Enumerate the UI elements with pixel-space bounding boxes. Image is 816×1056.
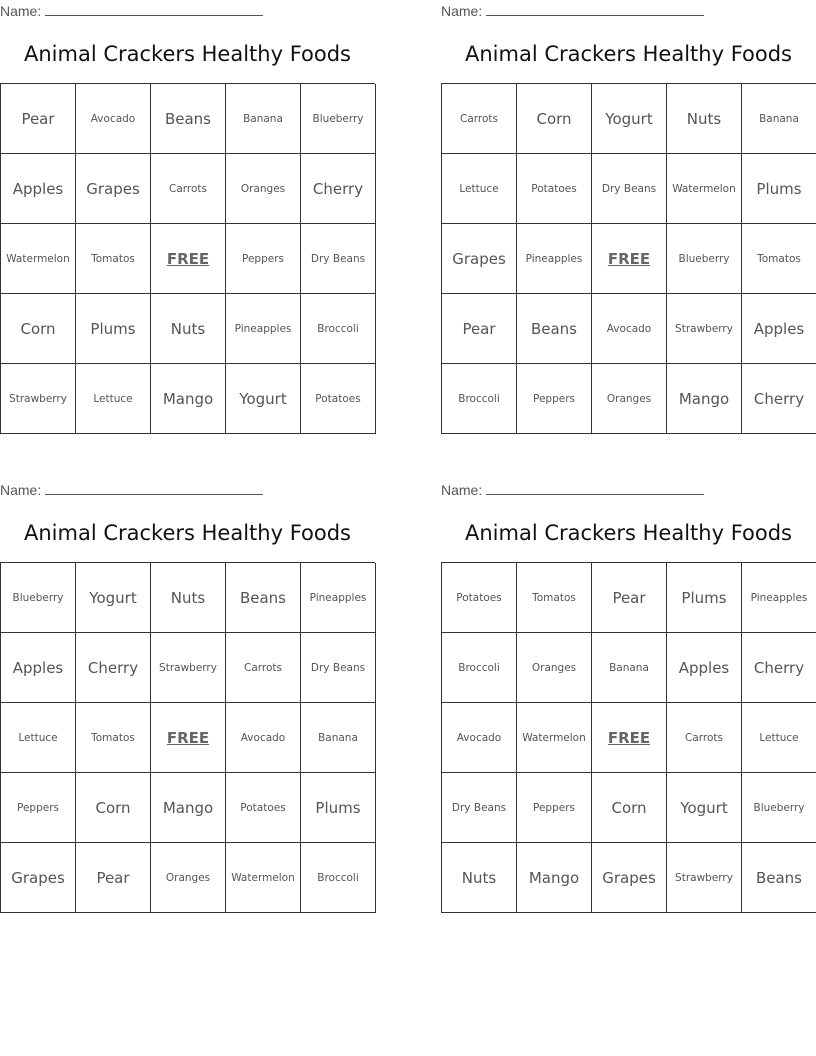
bingo-cell[interactable]: Pineapples (517, 224, 592, 294)
bingo-cell[interactable]: Carrots (667, 703, 742, 773)
bingo-cell[interactable]: Peppers (226, 224, 301, 294)
bingo-cell[interactable]: Avocado (592, 294, 667, 364)
bingo-cell[interactable]: Pear (592, 563, 667, 633)
bingo-cell[interactable]: Yogurt (226, 364, 301, 434)
name-line (441, 2, 704, 20)
bingo-cell[interactable]: Yogurt (76, 563, 151, 633)
bingo-cell[interactable]: Mango (151, 773, 226, 843)
bingo-cell[interactable]: Strawberry (1, 364, 76, 434)
bingo-cell[interactable]: Beans (226, 563, 301, 633)
bingo-cell[interactable]: Nuts (151, 563, 226, 633)
free-space-cell[interactable]: FREE (151, 224, 226, 294)
bingo-cell[interactable]: Broccoli (301, 843, 376, 913)
bingo-cell[interactable]: Nuts (442, 843, 517, 913)
bingo-cell[interactable]: Oranges (151, 843, 226, 913)
bingo-cell[interactable]: Lettuce (76, 364, 151, 434)
bingo-cell[interactable]: Dry Beans (442, 773, 517, 843)
bingo-cell[interactable]: Tomatos (517, 563, 592, 633)
bingo-cell[interactable]: Mango (517, 843, 592, 913)
name-label: Name: (441, 482, 483, 498)
bingo-cell[interactable]: Banana (301, 703, 376, 773)
bingo-cell[interactable]: Watermelon (1, 224, 76, 294)
bingo-grid (0, 562, 375, 913)
bingo-cell[interactable]: Grapes (442, 224, 517, 294)
name-blank-field[interactable] (486, 2, 704, 16)
card-title: Animal Crackers Healthy Foods (24, 42, 351, 66)
bingo-cell[interactable]: Watermelon (226, 843, 301, 913)
bingo-cell[interactable]: Pineapples (301, 563, 376, 633)
bingo-cell[interactable]: Nuts (151, 294, 226, 364)
bingo-cell[interactable]: Strawberry (667, 843, 742, 913)
bingo-cell[interactable]: Plums (742, 154, 816, 224)
bingo-cell[interactable]: Apples (1, 633, 76, 703)
bingo-cell[interactable]: Broccoli (442, 364, 517, 434)
bingo-cell[interactable]: Peppers (517, 364, 592, 434)
name-blank-field[interactable] (45, 2, 263, 16)
bingo-cell[interactable]: Plums (76, 294, 151, 364)
name-blank-field[interactable] (486, 481, 704, 495)
bingo-cell[interactable]: Watermelon (667, 154, 742, 224)
bingo-cell[interactable]: Blueberry (667, 224, 742, 294)
bingo-cell[interactable]: Tomatos (742, 224, 816, 294)
bingo-grid (441, 562, 816, 913)
bingo-cell[interactable]: Banana (592, 633, 667, 703)
bingo-cell[interactable]: Oranges (517, 633, 592, 703)
bingo-cell[interactable]: Carrots (442, 84, 517, 154)
bingo-cell[interactable]: Avocado (76, 84, 151, 154)
bingo-cell[interactable]: Apples (1, 154, 76, 224)
bingo-cell[interactable]: Potatoes (517, 154, 592, 224)
bingo-cell[interactable]: Strawberry (667, 294, 742, 364)
free-space-cell[interactable]: FREE (592, 703, 667, 773)
name-line (441, 481, 704, 499)
bingo-cell[interactable]: Banana (226, 84, 301, 154)
card-title: Animal Crackers Healthy Foods (465, 42, 792, 66)
bingo-cell[interactable]: Peppers (517, 773, 592, 843)
name-label: Name: (0, 3, 42, 19)
bingo-cell[interactable]: Corn (517, 84, 592, 154)
bingo-cell[interactable]: Grapes (76, 154, 151, 224)
bingo-cell[interactable]: Dry Beans (301, 224, 376, 294)
bingo-cell[interactable]: Nuts (667, 84, 742, 154)
name-line (0, 481, 263, 499)
name-label: Name: (441, 3, 483, 19)
bingo-cell[interactable]: Pear (1, 84, 76, 154)
bingo-cell[interactable]: Corn (1, 294, 76, 364)
bingo-cell[interactable]: Blueberry (742, 773, 816, 843)
bingo-cell[interactable]: Yogurt (667, 773, 742, 843)
bingo-cell[interactable]: Broccoli (442, 633, 517, 703)
bingo-grid (0, 83, 375, 434)
bingo-cell[interactable]: Yogurt (592, 84, 667, 154)
bingo-cell[interactable]: Potatoes (442, 563, 517, 633)
bingo-cell[interactable]: Oranges (592, 364, 667, 434)
bingo-cell[interactable]: Dry Beans (301, 633, 376, 703)
bingo-cell[interactable]: Pineapples (742, 563, 816, 633)
bingo-cell[interactable]: Carrots (151, 154, 226, 224)
free-space-cell[interactable]: FREE (592, 224, 667, 294)
bingo-cell[interactable]: Avocado (226, 703, 301, 773)
bingo-cell[interactable]: Potatoes (226, 773, 301, 843)
bingo-cell[interactable]: Beans (517, 294, 592, 364)
bingo-cell[interactable]: Apples (667, 633, 742, 703)
bingo-cell[interactable]: Peppers (1, 773, 76, 843)
bingo-cell[interactable]: Apples (742, 294, 816, 364)
bingo-cell[interactable]: Pear (442, 294, 517, 364)
bingo-cell[interactable]: Watermelon (517, 703, 592, 773)
bingo-cell[interactable]: Avocado (442, 703, 517, 773)
bingo-cell[interactable]: Cherry (742, 364, 816, 434)
bingo-cell[interactable]: Tomatos (76, 703, 151, 773)
name-blank-field[interactable] (45, 481, 263, 495)
bingo-cell[interactable]: Plums (301, 773, 376, 843)
bingo-cell[interactable]: Potatoes (301, 364, 376, 434)
bingo-cell[interactable]: Grapes (592, 843, 667, 913)
free-space-cell[interactable]: FREE (151, 703, 226, 773)
bingo-cell[interactable]: Carrots (226, 633, 301, 703)
bingo-cell[interactable]: Blueberry (1, 563, 76, 633)
bingo-cell[interactable]: Lettuce (442, 154, 517, 224)
bingo-cell[interactable]: Banana (742, 84, 816, 154)
bingo-cell[interactable]: Tomatos (76, 224, 151, 294)
card-title: Animal Crackers Healthy Foods (24, 521, 351, 545)
bingo-cell[interactable]: Corn (76, 773, 151, 843)
bingo-cell[interactable]: Beans (742, 843, 816, 913)
bingo-cell[interactable]: Cherry (742, 633, 816, 703)
bingo-cell[interactable]: Grapes (1, 843, 76, 913)
bingo-cell[interactable]: Plums (667, 563, 742, 633)
name-line (0, 2, 263, 20)
bingo-cell[interactable]: Oranges (226, 154, 301, 224)
bingo-cell[interactable]: Dry Beans (592, 154, 667, 224)
bingo-cell[interactable]: Cherry (301, 154, 376, 224)
bingo-cell[interactable]: Corn (592, 773, 667, 843)
bingo-cell[interactable]: Cherry (76, 633, 151, 703)
bingo-cell[interactable]: Broccoli (301, 294, 376, 364)
bingo-cell[interactable]: Lettuce (742, 703, 816, 773)
card-title: Animal Crackers Healthy Foods (465, 521, 792, 545)
bingo-cell[interactable]: Pineapples (226, 294, 301, 364)
bingo-cell[interactable]: Lettuce (1, 703, 76, 773)
bingo-cell[interactable]: Beans (151, 84, 226, 154)
bingo-grid (441, 83, 816, 434)
bingo-cell[interactable]: Blueberry (301, 84, 376, 154)
bingo-cell[interactable]: Pear (76, 843, 151, 913)
bingo-cell[interactable]: Mango (151, 364, 226, 434)
name-label: Name: (0, 482, 42, 498)
bingo-cell[interactable]: Mango (667, 364, 742, 434)
bingo-cell[interactable]: Strawberry (151, 633, 226, 703)
